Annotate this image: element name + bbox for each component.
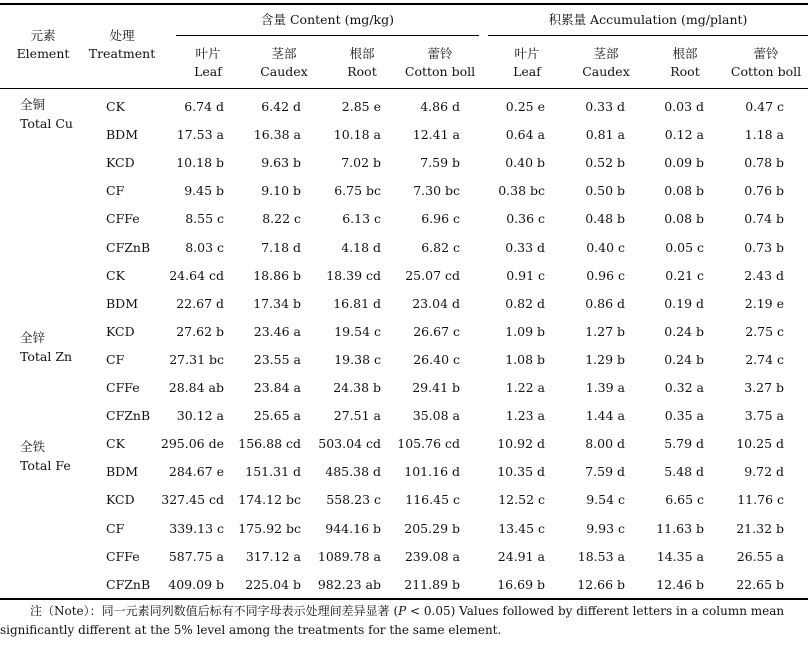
treatment-cell: CFFe [106, 380, 140, 395]
value-cell: 18.39 cd [326, 267, 381, 283]
value-cell: 295.06 de [160, 436, 224, 452]
value-cell: 284.67 e [168, 464, 224, 480]
value-cell: 8.55 c [185, 211, 224, 227]
value-cell: 944.16 b [325, 520, 381, 536]
value-cell: 116.45 c [405, 492, 460, 508]
value-cell: 16.69 b [497, 576, 545, 592]
value-cell: 6.96 c [421, 211, 460, 227]
value-cell: 12.52 c [498, 492, 545, 508]
element-label-fe [20, 437, 71, 475]
value-cell: 0.32 a [664, 380, 704, 395]
value-cell: 9.10 b [261, 183, 301, 199]
value-cell: 10.25 d [736, 436, 784, 452]
value-cell: 2.43 d [744, 267, 784, 283]
value-cell: 7.18 d [261, 239, 301, 255]
header-treatment [84, 27, 160, 63]
value-cell: 9.63 b [261, 155, 301, 171]
note-p: P [398, 604, 407, 618]
value-cell: 11.63 b [656, 520, 704, 536]
value-cell: 0.73 b [744, 239, 784, 255]
header-element-cn: 元素 [30, 28, 56, 43]
column-header-2 [317, 45, 407, 81]
treatment-cell: CK [106, 436, 125, 452]
value-cell: 10.18 a [333, 127, 381, 143]
column-header-en: Root [670, 64, 700, 79]
treatment-cell: KCD [106, 155, 135, 171]
column-header-cn: 蕾铃 [753, 46, 779, 61]
value-cell: 1.08 b [505, 351, 545, 367]
column-header-en: Cotton boll [730, 64, 802, 79]
value-cell: 0.86 d [585, 295, 625, 311]
element-cu-en: Total Cu [20, 116, 73, 131]
value-cell: 1.18 a [744, 127, 784, 143]
value-cell: 7.30 bc [413, 183, 460, 199]
top-rule [0, 3, 808, 5]
value-cell: 27.51 a [333, 408, 381, 424]
column-header-3 [395, 45, 485, 81]
value-cell: 6.74 d [184, 99, 224, 114]
value-cell: 26.67 c [413, 323, 460, 339]
value-cell: 7.59 b [420, 155, 460, 171]
value-cell: 558.23 c [326, 492, 381, 508]
value-cell: 23.04 d [412, 295, 460, 311]
treatment-cell: BDM [106, 127, 139, 143]
value-cell: 151.31 d [245, 464, 301, 480]
treatment-cell: CFFe [106, 211, 140, 227]
value-cell: 6.75 bc [334, 183, 381, 199]
value-cell: 10.35 d [497, 464, 545, 480]
value-cell: 211.89 b [404, 576, 460, 592]
treatment-cell: KCD [106, 492, 135, 508]
column-header-6 [640, 45, 730, 81]
value-cell: 9.72 d [744, 464, 784, 480]
value-cell: 0.21 c [665, 267, 704, 283]
treatment-cell: CFZnB [106, 576, 151, 592]
value-cell: 16.38 a [253, 127, 301, 143]
column-header-en: Leaf [513, 64, 541, 79]
value-cell: 27.62 b [176, 323, 224, 339]
value-cell: 0.48 b [585, 211, 625, 227]
value-cell: 26.55 a [736, 548, 784, 564]
value-cell: 2.19 e [744, 295, 784, 311]
value-cell: 0.52 b [585, 155, 625, 171]
value-cell: 12.41 a [412, 127, 460, 143]
value-cell: 6.13 c [342, 211, 381, 227]
column-header-en: Root [347, 64, 377, 79]
note-en: Values followed by different letters in a column mean significantly different at the 5% level among the treatments for the same element. [0, 604, 785, 637]
value-cell: 17.53 a [176, 127, 224, 143]
value-cell: 339.13 c [169, 520, 224, 536]
value-cell: 0.05 c [665, 239, 704, 255]
treatment-cell: BDM [106, 464, 139, 480]
treatment-cell: CFZnB [106, 239, 151, 255]
value-cell: 982.23 ab [317, 576, 381, 592]
value-cell: 7.59 d [585, 464, 625, 480]
value-cell: 25.07 cd [405, 267, 460, 283]
value-cell: 175.92 bc [238, 520, 301, 536]
treatment-cell: CK [106, 267, 125, 283]
value-cell: 22.65 b [736, 576, 784, 592]
value-cell: 0.24 b [664, 323, 704, 339]
value-cell: 0.33 d [585, 99, 625, 114]
value-cell: 2.75 c [745, 323, 784, 339]
value-cell: 12.46 b [656, 576, 704, 592]
value-cell: 8.00 d [585, 436, 625, 452]
value-cell: 24.91 a [497, 548, 545, 564]
value-cell: 0.74 b [744, 211, 784, 227]
value-cell: 0.33 d [505, 239, 545, 255]
value-cell: 8.22 c [262, 211, 301, 227]
header-element [8, 27, 78, 63]
treatment-cell: CF [106, 183, 125, 199]
value-cell: 16.81 d [333, 295, 381, 311]
column-header-1 [239, 45, 329, 81]
value-cell: 12.66 b [577, 576, 625, 592]
column-header-7 [721, 45, 808, 81]
column-header-cn: 茎部 [271, 46, 297, 61]
header-element-en: Element [16, 46, 70, 61]
value-cell: 174.12 bc [238, 492, 301, 508]
value-cell: 0.81 a [585, 127, 625, 143]
value-cell: 24.64 cd [169, 267, 224, 283]
value-cell: 9.93 c [586, 520, 625, 536]
value-cell: 0.19 d [664, 295, 704, 311]
value-cell: 0.96 c [586, 267, 625, 283]
value-cell: 26.40 c [413, 351, 460, 367]
value-cell: 13.45 c [498, 520, 545, 536]
value-cell: 0.64 a [505, 127, 545, 143]
column-header-en: Caudex [260, 64, 308, 79]
element-fe-cn: 全铁 [20, 439, 46, 454]
column-header-cn: 叶片 [514, 46, 540, 61]
value-cell: 0.35 a [664, 408, 704, 424]
header-accumulation-group: 积累量 Accumulation (mg/plant) [548, 12, 748, 27]
value-cell: 0.50 b [585, 183, 625, 199]
value-cell: 205.29 b [404, 520, 460, 536]
value-cell: 17.34 b [253, 295, 301, 311]
value-cell: 0.38 bc [498, 183, 545, 199]
value-cell: 9.54 c [586, 492, 625, 508]
note-label: 注（Note）： [30, 604, 102, 618]
value-cell: 1.22 a [505, 380, 545, 395]
value-cell: 10.18 b [176, 155, 224, 171]
value-cell: 1.29 b [585, 351, 625, 367]
value-cell: 4.18 d [341, 239, 381, 255]
value-cell: 19.38 c [334, 351, 381, 367]
column-header-en: Leaf [194, 64, 222, 79]
element-label-zn [20, 328, 72, 366]
column-header-en: Caudex [582, 64, 630, 79]
value-cell: 11.76 c [737, 492, 784, 508]
value-cell: 5.79 d [664, 436, 704, 452]
value-cell: 0.09 b [664, 155, 704, 171]
value-cell: 1089.78 a [317, 548, 381, 564]
value-cell: 0.12 a [664, 127, 704, 143]
column-header-cn: 根部 [672, 46, 698, 61]
treatment-cell: CF [106, 520, 125, 536]
treatment-cell: CK [106, 99, 125, 114]
column-header-5 [561, 45, 651, 81]
element-fe-en: Total Fe [20, 458, 71, 473]
table-note [0, 602, 806, 640]
treatment-cell: CFFe [106, 548, 140, 564]
bottom-rule [0, 598, 808, 600]
value-cell: 29.41 b [412, 380, 460, 395]
value-cell: 30.12 a [176, 408, 224, 424]
value-cell: 1.23 a [505, 408, 545, 424]
value-cell: 0.47 c [745, 99, 784, 114]
header-treatment-en: Treatment [88, 46, 156, 61]
element-zn-cn: 全锌 [20, 330, 46, 345]
value-cell: 35.08 a [412, 408, 460, 424]
value-cell: 24.38 b [333, 380, 381, 395]
column-header-cn: 茎部 [593, 46, 619, 61]
value-cell: 317.12 a [245, 548, 301, 564]
value-cell: 8.03 c [185, 239, 224, 255]
value-cell: 0.08 b [664, 211, 704, 227]
header-bottom-rule [0, 88, 808, 89]
value-cell: 239.08 a [404, 548, 460, 564]
note-threshold: < 0.05) [406, 604, 456, 618]
value-cell: 7.02 b [341, 155, 381, 171]
value-cell: 0.36 c [506, 211, 545, 227]
element-label-cu [20, 95, 73, 133]
value-cell: 0.08 b [664, 183, 704, 199]
treatment-cell: CF [106, 351, 125, 367]
value-cell: 6.65 c [665, 492, 704, 508]
value-cell: 4.86 d [420, 99, 460, 114]
value-cell: 18.86 b [253, 267, 301, 283]
header-treatment-cn: 处理 [109, 28, 135, 43]
treatment-cell: BDM [106, 295, 139, 311]
value-cell: 105.76 cd [397, 436, 460, 452]
value-cell: 1.27 b [585, 323, 625, 339]
value-cell: 22.67 d [176, 295, 224, 311]
value-cell: 3.75 a [744, 408, 784, 424]
value-cell: 2.85 e [341, 99, 381, 114]
element-zn-en: Total Zn [20, 349, 73, 364]
accumulation-group-rule [488, 35, 808, 36]
treatment-cell: CFZnB [106, 408, 151, 424]
value-cell: 101.16 d [404, 464, 460, 480]
column-header-en: Cotton boll [404, 64, 476, 79]
value-cell: 6.82 c [421, 239, 460, 255]
value-cell: 587.75 a [168, 548, 224, 564]
value-cell: 409.09 b [168, 576, 224, 592]
value-cell: 1.39 a [585, 380, 625, 395]
value-cell: 9.45 b [184, 183, 224, 199]
value-cell: 23.55 a [253, 351, 301, 367]
value-cell: 14.35 a [656, 548, 704, 564]
value-cell: 5.48 d [664, 464, 704, 480]
value-cell: 0.25 e [505, 99, 545, 114]
value-cell: 21.32 b [736, 520, 784, 536]
column-header-4 [482, 45, 572, 81]
value-cell: 6.42 d [261, 99, 301, 114]
element-cu-cn: 全铜 [20, 97, 46, 112]
note-cn: 同一元素同列数值后标有不同字母表示处理间差异显著 ( [101, 604, 399, 618]
column-header-cn: 根部 [349, 46, 375, 61]
value-cell: 23.84 a [253, 380, 301, 395]
treatment-cell: KCD [106, 323, 135, 339]
value-cell: 3.27 b [744, 380, 784, 395]
value-cell: 485.38 d [325, 464, 381, 480]
value-cell: 25.65 a [253, 408, 301, 424]
value-cell: 0.24 b [664, 351, 704, 367]
value-cell: 23.46 a [253, 323, 301, 339]
value-cell: 0.03 d [664, 99, 704, 114]
value-cell: 10.92 d [497, 436, 545, 452]
value-cell: 27.31 bc [169, 351, 224, 367]
value-cell: 327.45 cd [161, 492, 224, 508]
value-cell: 18.53 a [577, 548, 625, 564]
value-cell: 0.40 b [505, 155, 545, 171]
column-header-cn: 蕾铃 [427, 46, 453, 61]
content-group-rule [176, 35, 479, 36]
value-cell: 0.78 b [744, 155, 784, 171]
header-content-group: 含量 Content (mg/kg) [261, 12, 394, 27]
value-cell: 0.91 c [506, 267, 545, 283]
value-cell: 19.54 c [334, 323, 381, 339]
value-cell: 156.88 cd [238, 436, 301, 452]
value-cell: 503.04 cd [318, 436, 381, 452]
value-cell: 0.82 d [505, 295, 545, 311]
value-cell: 0.40 c [586, 239, 625, 255]
value-cell: 1.09 b [505, 323, 545, 339]
value-cell: 0.76 b [744, 183, 784, 199]
column-header-cn: 叶片 [195, 46, 221, 61]
value-cell: 28.84 ab [168, 380, 224, 395]
value-cell: 2.74 c [745, 351, 784, 367]
value-cell: 225.04 b [245, 576, 301, 592]
value-cell: 1.44 a [585, 408, 625, 424]
